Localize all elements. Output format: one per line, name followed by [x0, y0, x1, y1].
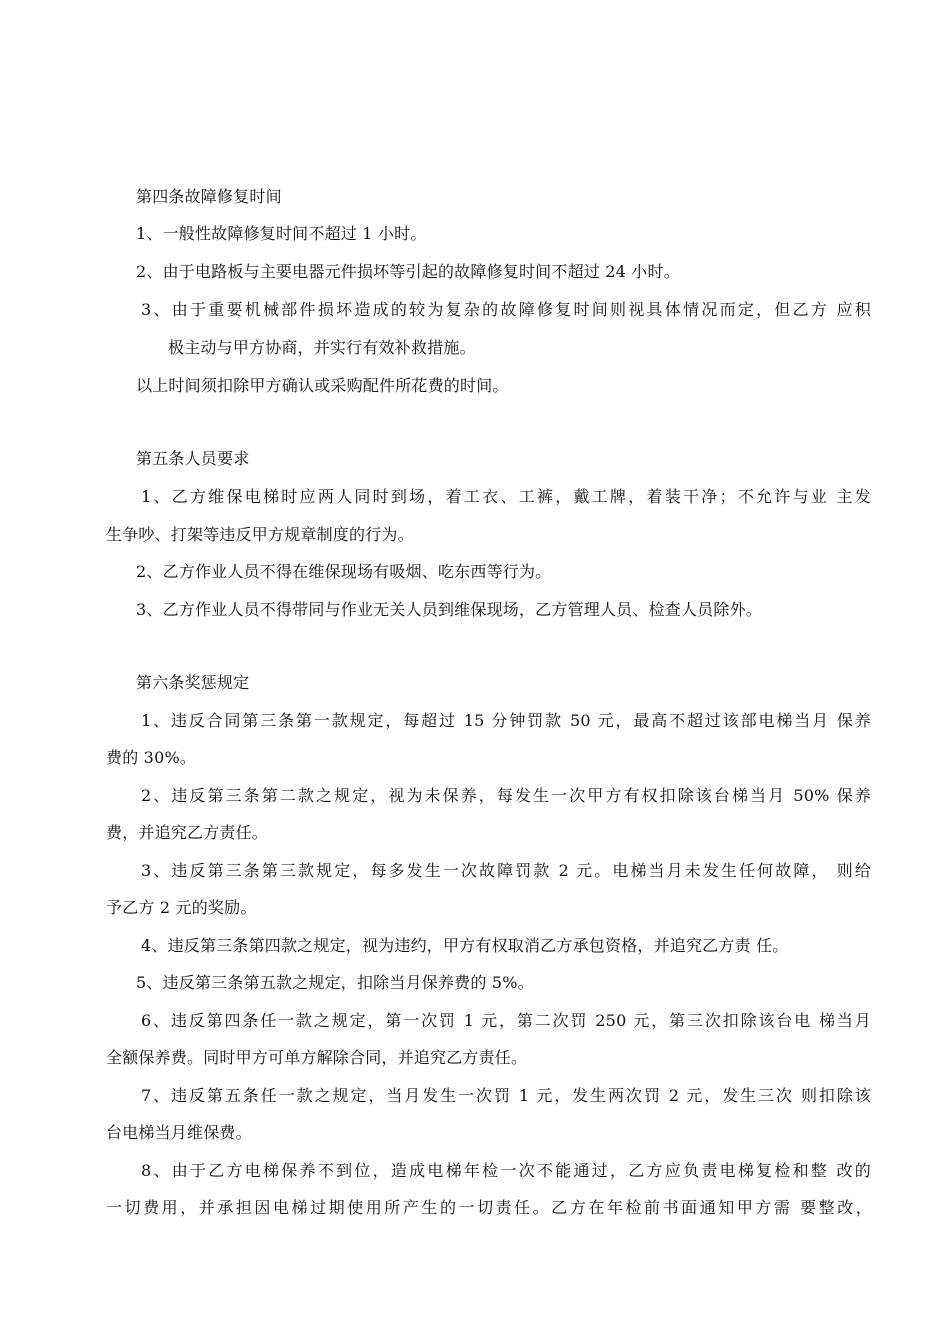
- paragraph-6-2-cont: 费，并追究乙方责任。: [106, 823, 269, 842]
- section-heading-4: 第四条故障修复时间: [136, 187, 282, 206]
- paragraph-5-1: 1、乙方维保电梯时应两人同时到场，着工衣、工裤，戴工牌，着装干净；不允许与业 主发: [141, 487, 871, 506]
- paragraph-6-5: 5、违反第三条第五款之规定，扣除当月保养费的 5%。: [136, 973, 534, 992]
- paragraph-6-1: 1、违反合同第三条第一款规定，每超过 15 分钟罚款 50 元，最高不超过该部电梯当月 保养: [141, 711, 871, 730]
- paragraph-4-note: 以上时间须扣除甲方确认或采购配件所花费的时间。: [136, 376, 509, 395]
- section-heading-6: 第六条奖惩规定: [136, 673, 250, 692]
- paragraph-6-7: 7、违反第五条任一款之规定，当月发生一次罚 1 元，发生两次罚 2 元，发生三次 则扣除该: [141, 1086, 871, 1105]
- paragraph-4-1: 1、一般性故障修复时间不超过 1 小时。: [136, 224, 427, 243]
- paragraph-6-4: 4、违反第三条第四款之规定，视为违约，甲方有权取消乙方承包资格，并追究乙方责 任。: [141, 936, 789, 955]
- section-heading-5: 第五条人员要求: [136, 449, 250, 468]
- paragraph-4-3: 3、由于重要机械部件损坏造成的较为复杂的故障修复时间则视具体情况而定，但乙方 应积: [141, 300, 871, 319]
- paragraph-5-1-cont: 生争吵、打架等违反甲方规章制度的行为。: [106, 525, 414, 544]
- paragraph-4-3-cont: 极主动与甲方协商，并实行有效补救措施。: [168, 338, 476, 357]
- paragraph-4-2: 2、由于电路板与主要电器元件损坏等引起的故障修复时间不超过 24 小时。: [136, 262, 680, 281]
- paragraph-6-2: 2、违反第三条第二款之规定，视为未保养，每发生一次甲方有权扣除该台梯当月 50% 保养: [141, 786, 871, 805]
- paragraph-6-8-cont: 一切费用，并承担因电梯过期使用所产生的一切责任。乙方在年检前书面通知甲方需 要整改，: [106, 1198, 872, 1217]
- paragraph-6-8: 8、由于乙方电梯保养不到位，造成电梯年检一次不能通过，乙方应负责电梯复检和整 改的: [141, 1161, 871, 1180]
- paragraph-5-2: 2、乙方作业人员不得在维保现场有吸烟、吃东西等行为。: [136, 562, 552, 581]
- paragraph-6-1-cont: 费的 30%。: [106, 748, 197, 767]
- paragraph-6-6-cont: 全额保养费。同时甲方可单方解除合同，并追究乙方责任。: [106, 1048, 528, 1067]
- paragraph-5-3: 3、乙方作业人员不得带同与作业无关人员到维保现场，乙方管理人员、检查人员除外。: [136, 600, 762, 619]
- paragraph-6-6: 6、违反第四条任一款之规定，第一次罚 1 元，第二次罚 250 元，第三次扣除该台电 梯当月: [141, 1011, 871, 1030]
- paragraph-6-3-cont: 予乙方 2 元的奖励。: [106, 898, 257, 917]
- paragraph-6-3: 3、违反第三条第三款规定，每多发生一次故障罚款 2 元。电梯当月未发生任何故障， 则给: [141, 861, 871, 880]
- paragraph-6-7-cont: 台电梯当月维保费。: [106, 1123, 252, 1142]
